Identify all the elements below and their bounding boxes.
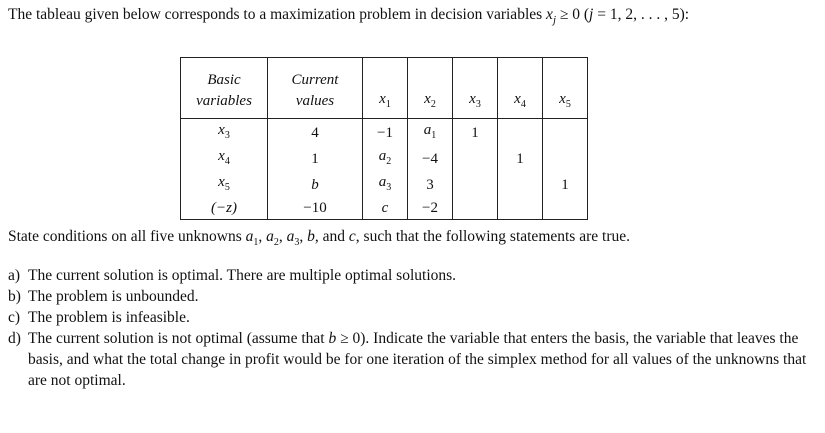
stmt-sep: , (278, 228, 287, 245)
cell: 1 (498, 146, 543, 172)
intro-ge: ≥ 0 ( (556, 6, 590, 23)
statement-pre: State conditions on all five unknowns (8, 228, 246, 245)
header-var-x1: $x_1$ (363, 58, 408, 119)
intro-j: j (589, 6, 594, 23)
intro-sub: j (552, 14, 556, 27)
cell (453, 198, 498, 220)
stmt-sep: , (299, 228, 308, 245)
cell: −2 (408, 198, 453, 220)
item-text (28, 328, 808, 391)
item-d-b: b (328, 330, 337, 347)
list-item (8, 265, 808, 286)
intro-text: The tableau given below corresponds to a maximization problem in decision variables (8, 6, 547, 23)
tableau-row (181, 198, 588, 220)
cell (453, 172, 498, 198)
cell: c (363, 198, 408, 220)
cell: −1 (363, 119, 408, 147)
row-basic-z: (−z) (181, 198, 268, 220)
statement (8, 228, 630, 248)
cell: $a_2$ (363, 146, 408, 172)
header-basic-line2: variables (196, 93, 252, 109)
item-text: The current solution is optimal. There are multiple optimal solutions. (28, 267, 457, 284)
item-label: d) (8, 330, 21, 347)
cell (498, 198, 543, 220)
stmt-a2: a (266, 228, 274, 245)
statement-post: , such that the following statements are true. (355, 228, 630, 245)
item-d-post: ≥ 0). Indicate the variable that enters the basis, the variable that leaves the basis, and what the total change in profit would be for one iteration of the simplex method for all values of the unknowns that are not optimal. (28, 330, 807, 389)
row-current: −10 (268, 198, 363, 220)
question-list (8, 265, 808, 391)
row-basic-x3: $x_3$ (181, 119, 268, 147)
row-basic-x5: $x_5$ (181, 172, 268, 198)
item-text: The problem is infeasible. (28, 309, 190, 326)
header-current-line1: Current (291, 72, 339, 88)
stmt-sep: , (258, 228, 267, 245)
cell: −4 (408, 146, 453, 172)
cell (543, 198, 588, 220)
header-basic-line1: Basic (207, 72, 241, 88)
header-var-x4: $x_4$ (498, 58, 543, 119)
row-current: 4 (268, 119, 363, 147)
row-current: 1 (268, 146, 363, 172)
item-text: The problem is unbounded. (28, 288, 199, 305)
intro-range: = 1, 2, . . . , 5): (593, 6, 690, 23)
tableau-row (181, 172, 588, 198)
stmt-and: , and (314, 228, 349, 245)
stmt-c: c (348, 228, 356, 245)
cell: $a_1$ (408, 119, 453, 147)
stmt-a2-sub: 2 (273, 237, 279, 249)
cell (543, 146, 588, 172)
list-item (8, 307, 808, 328)
header-var-x3: $x_3$ (453, 58, 498, 119)
stmt-a1: a (245, 228, 254, 245)
header-current-line2: values (295, 93, 335, 109)
tableau-header-row (181, 58, 588, 119)
list-item (8, 328, 808, 391)
cell: $a_3$ (363, 172, 408, 198)
simplex-tableau (180, 57, 588, 220)
item-label: b) (8, 288, 21, 305)
intro-paragraph (8, 6, 689, 26)
cell: 1 (543, 172, 588, 198)
header-var-x5: $x_5$ (543, 58, 588, 119)
item-d-pre: The current solution is not optimal (assume that (28, 330, 329, 347)
stmt-a3: a (286, 228, 295, 245)
header-current-values (268, 58, 363, 119)
cell: 3 (408, 172, 453, 198)
item-label: c) (8, 309, 21, 326)
cell (498, 119, 543, 147)
intro-x: x (546, 6, 553, 23)
row-current: b (268, 172, 363, 198)
row-basic-x4: $x_4$ (181, 146, 268, 172)
cell (543, 119, 588, 147)
tableau-row (181, 146, 588, 172)
cell (453, 146, 498, 172)
list-item (8, 286, 808, 307)
cell (498, 172, 543, 198)
stmt-a3-sub: 3 (294, 237, 300, 249)
tableau-row (181, 119, 588, 147)
cell: 1 (453, 119, 498, 147)
item-label: a) (8, 267, 21, 284)
stmt-a1-sub: 1 (253, 237, 259, 249)
header-var-x2: $x_2$ (408, 58, 453, 119)
stmt-b: b (307, 228, 315, 245)
header-basic-variables (181, 58, 268, 119)
